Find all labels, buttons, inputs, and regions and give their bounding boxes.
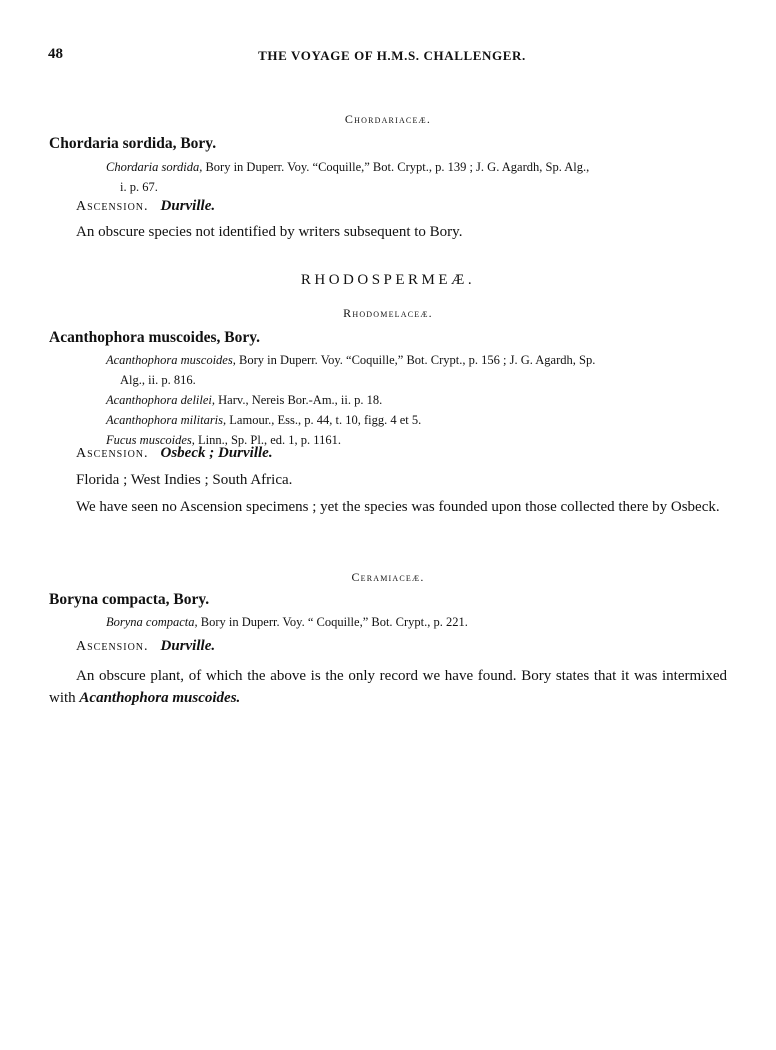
species-note: [49, 665, 727, 709]
species-note: An obscure species not identified by writers subsequent to Bory.: [76, 224, 463, 240]
species-name: Chordaria sordida, Bory.: [49, 135, 217, 152]
synonym-name: Chordaria sordida,: [106, 160, 203, 174]
synonym-name: Acanthophora delilei,: [106, 393, 216, 407]
locality-label: Ascension.: [76, 639, 149, 654]
note-text: An obscure plant, of which the above is the only record we have found. Bory states that it was intermixed with: [49, 668, 727, 706]
distribution: Florida ; West Indies ; South Africa.: [76, 472, 293, 488]
synonym-citation: Bory in Duperr. Voy. “Coquille,” Bot. Crypt., p. 156 ; J. G. Agardh, Sp.: [235, 353, 596, 367]
species-name: Acanthophora muscoides, Bory.: [49, 329, 260, 346]
synonym-citation: Linn., Sp. Pl., ed. 1, p. 1161.: [194, 433, 341, 447]
synonym-name: Fucus muscoides,: [106, 433, 195, 447]
collector: Durville.: [160, 198, 216, 214]
synonym-citation: Harv., Nereis Bor.-Am., ii. p. 18.: [215, 393, 383, 407]
synonym-name: Boryna compacta,: [106, 615, 198, 629]
page-number: 48: [48, 46, 63, 62]
species-note: We have seen no Ascension specimens ; yet the species was founded upon those collected there by Osbeck.: [76, 499, 720, 515]
running-title: THE VOYAGE OF H.M.S. CHALLENGER.: [258, 48, 526, 63]
family-heading-chordariaceae: Chordariaceæ.: [344, 112, 432, 126]
synonym-entry: [106, 612, 728, 632]
locality-label: Ascension.: [76, 446, 149, 461]
synonym-citation: Lamour., Ess., p. 44, t. 10, figg. 4 et 5.: [226, 413, 422, 427]
synonym-name: Acanthophora muscoides,: [106, 353, 236, 367]
family-heading-rhodomelaceae: Rhodomelaceæ.: [343, 306, 433, 320]
note-italic-species: Acanthophora muscoides.: [79, 690, 241, 706]
species-name: Boryna compacta, Bory.: [49, 591, 210, 608]
synonym-citation: Bory in Duperr. Voy. “Coquille,” Bot. Crypt., p. 139 ; J. G. Agardh, Sp. Alg.,: [202, 160, 590, 174]
synonym-list: [106, 350, 728, 450]
synonym-entry: [106, 157, 728, 197]
running-header: [48, 46, 728, 66]
locality-label: Ascension.: [76, 199, 149, 214]
synonym-citation: Bory in Duperr. Voy. “ Coquille,” Bot. Crypt., p. 221.: [197, 615, 468, 629]
collector: Osbeck ; Durville.: [160, 445, 273, 461]
locality-line: [76, 445, 273, 462]
locality-line: [76, 638, 215, 655]
collector: Durville.: [160, 638, 216, 654]
locality-line: [76, 198, 215, 215]
order-heading: RHODOSPERMEÆ.: [300, 272, 476, 288]
synonym-name: Acanthophora militaris,: [106, 413, 227, 427]
synonym-citation-continued: Alg., ii. p. 816.: [120, 373, 196, 387]
synonym-citation-continued: i. p. 67.: [120, 180, 158, 194]
family-heading-ceramiaceae: Ceramiaceæ.: [351, 570, 425, 584]
